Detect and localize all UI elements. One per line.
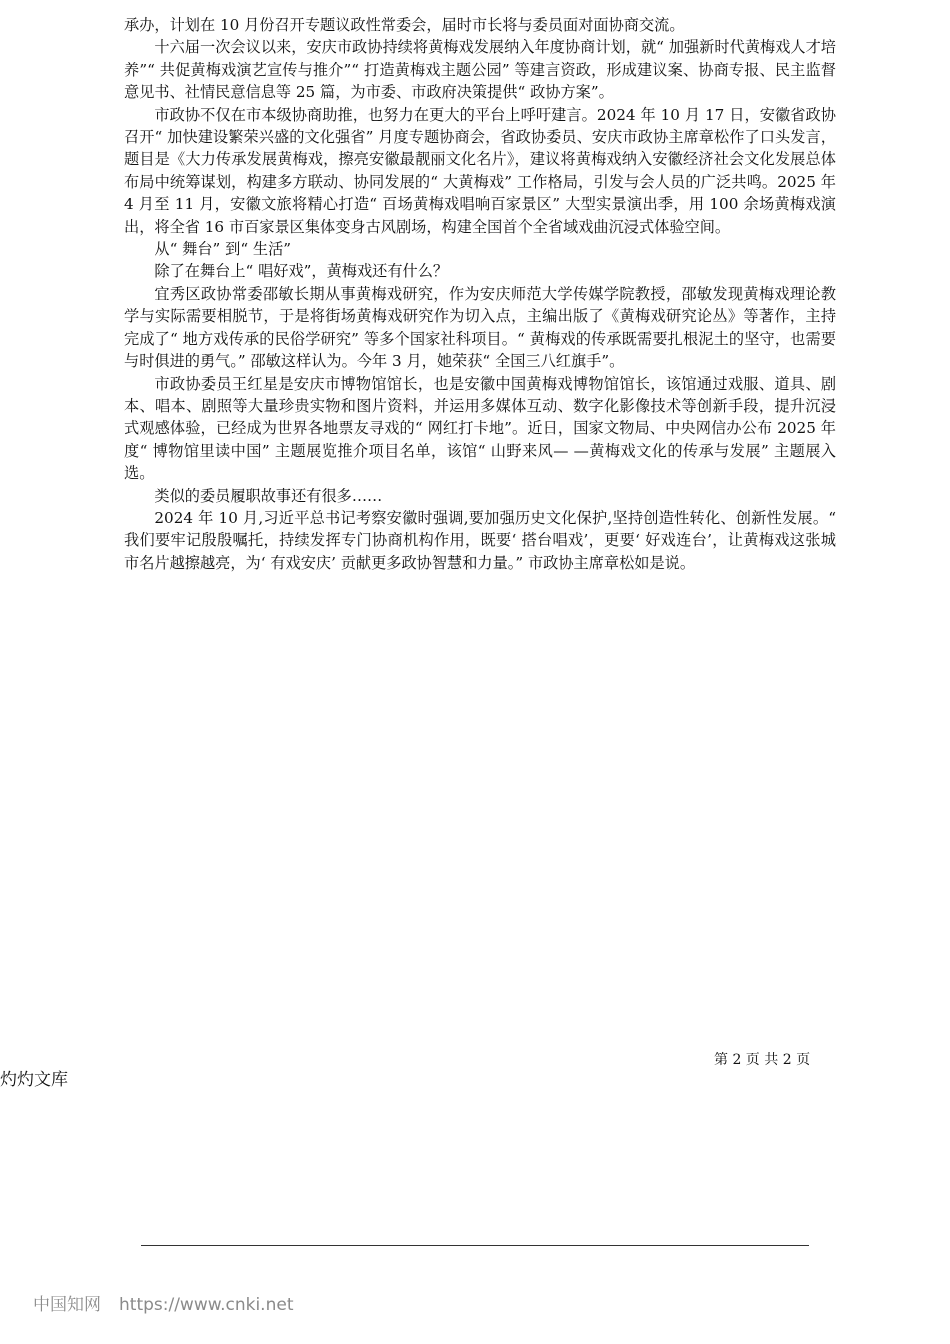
paragraph: 除了在舞台上“ 唱好戏”，黄梅戏还有什么？ xyxy=(154,262,449,281)
paragraph: 类似的委员履职故事还有很多…… xyxy=(154,486,383,505)
paragraph: 承办，计划在 10 月份召开专题议政性常委会，届时市长将与委员面对面协商交流。 xyxy=(124,16,685,34)
paragraph: 2024 年 10 月,习近平总书记考察安徽时强调,要加强历史文化保护,坚持创造性转化、创新性发展。“ 我们要牢记殷殷嘱托，持续发挥专门协商机构作用，既要‘ 搭台唱戏’，更要‘ 好戏连台’，让黄梅戏这张城市名片越擦越亮，为‘ 有戏安庆’ 贡献更多政协智慧和力量。” 市政协主席章松如是说。 xyxy=(124,508,836,572)
library-watermark: 灼灼文库 xyxy=(0,1070,68,1090)
section-heading: 从“ 舞台” 到“ 生活” xyxy=(154,240,292,259)
page-number: 第 2 页 共 2 页 xyxy=(714,1052,811,1068)
paragraph: 宜秀区政协常委邵敏长期从事黄梅戏研究，作为安庆师范大学传媒学院教授，邵敏发现黄梅戏理论教学与实际需要相脱节，于是将街场黄梅戏研究作为切入点，主编出版了《黄梅戏研究论丛》等著作，主持完成了“ 地方戏传承的民俗学研究” 等多个国家社科项目。“ 黄梅戏的传承既需要扎根泥土的坚守，也需要与时俱进的勇气。” 邵敏这样认为。今年 3 月，她荣获“ 全国三八红旗手”。 xyxy=(124,284,836,371)
article-body xyxy=(124,14,836,574)
paragraph: 市政协不仅在市本级协商助推，也努力在更大的平台上呼吁建言。2024 年 10 月 17 日，安徽省政协召开“ 加快建设繁荣兴盛的文化强省” 月度专题协商会，省政协委员、安庆市政协主席章松作了口头发言，题目是《大力传承发展黄梅戏，擦亮安徽最靓丽文化名片》，建议将黄梅戏纳入安徽经济社会文化发展总体布局中统筹谋划，构建多方联动、协同发展的“ 大黄梅戏” 工作格局，引发与会人员的广泛共鸣。2025 年 4 月至 11 月，安徽文旅将精心打造“ 百场黄梅戏唱响百家景区” 大型实景演出季，用 100 余场黄梅戏演出，将全省 16 市百家景区集体变身古风剧场，构建全国首个全省域戏曲沉浸式体验空间。 xyxy=(124,105,836,236)
paragraph: 十六届一次会议以来，安庆市政协持续将黄梅戏发展纳入年度协商计划，就“ 加强新时代黄梅戏人才培养”“ 共促黄梅戏演艺宣传与推介”“ 打造黄梅戏主题公园” 等建言资政，形成建议案、协商专报、民主监督意见书、社情民意信息等 25 篇，为市委、市政府决策提供“ 政协方案”。 xyxy=(124,38,836,102)
paragraph: 市政协委员王红星是安庆市博物馆馆长，也是安徽中国黄梅戏博物馆馆长，该馆通过戏服、道具、剧本、唱本、剧照等大量珍贵实物和图片资料，并运用多媒体互动、数字化影像技术等创新手段，提升沉浸式观感体验，已经成为世界各地票友寻戏的“ 网红打卡地”。近日，国家文物局、中央网信办公布 2025 年度“ 博物馆里读中国” 主题展览推介项目名单，该馆“ 山野来风— —黄梅戏文化的传承与发展” 主题展入选。 xyxy=(124,374,836,483)
footer-url-link[interactable]: https://www.cnki.net xyxy=(119,1295,294,1315)
footer-brand xyxy=(33,1294,293,1316)
footer-brand-name: 中国知网 xyxy=(33,1295,101,1315)
footer-divider xyxy=(141,1245,809,1246)
